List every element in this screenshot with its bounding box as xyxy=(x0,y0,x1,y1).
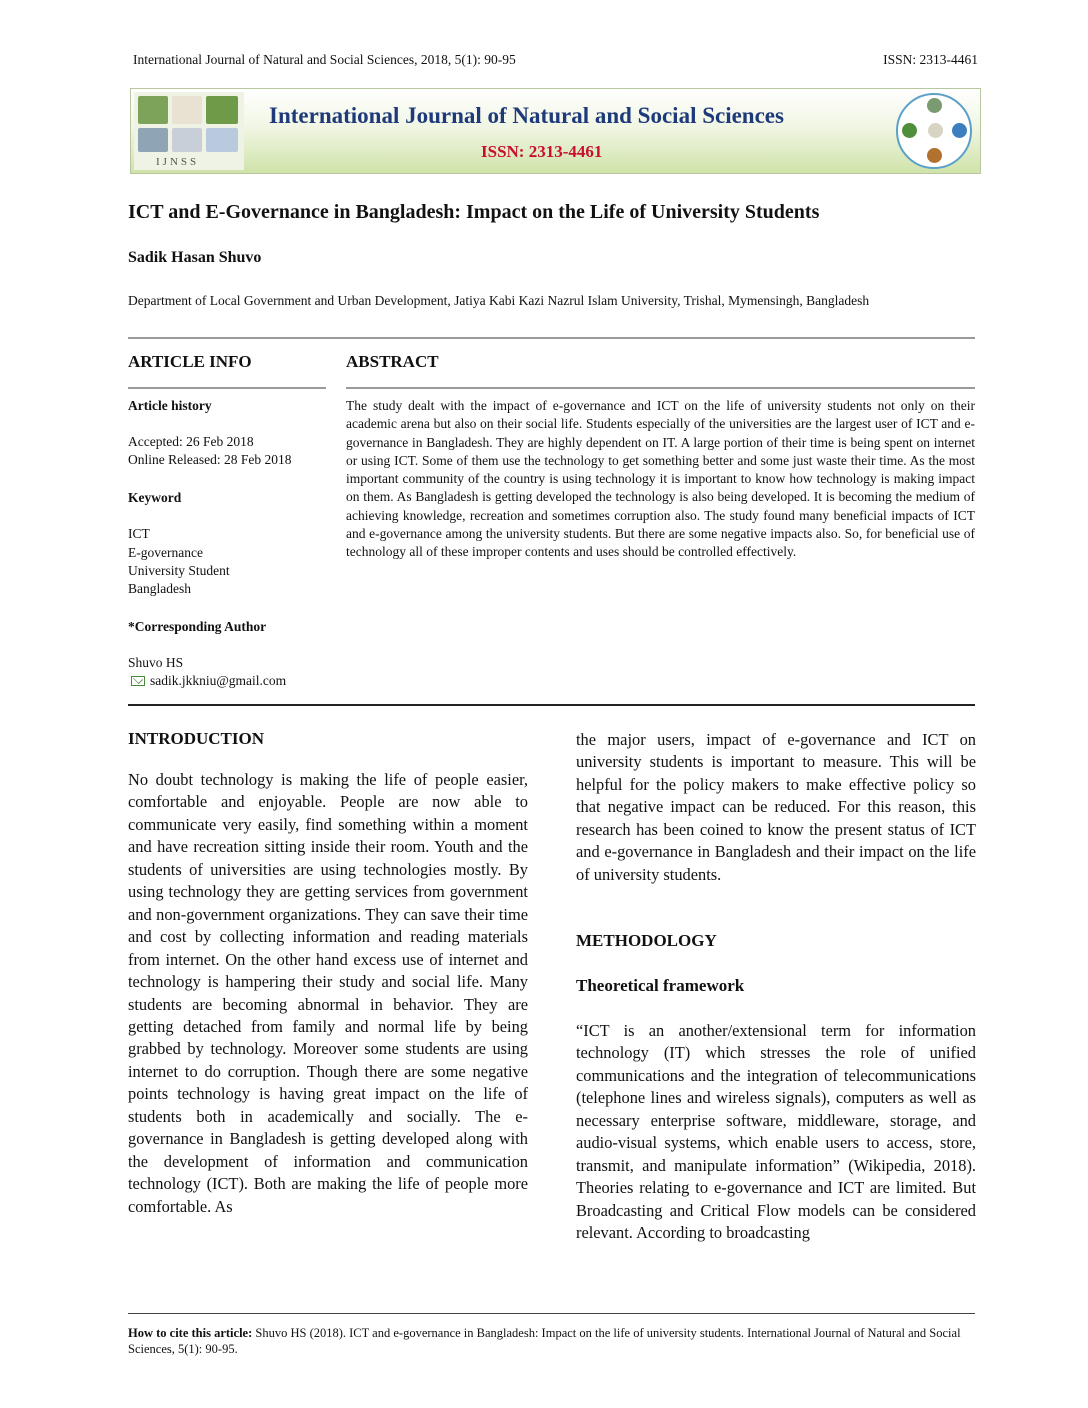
keyword-item: University Student xyxy=(128,563,230,578)
journal-logo-text: IJNSS xyxy=(156,156,200,168)
corresponding-author-label: *Corresponding Author xyxy=(128,619,267,634)
citation-label: How to cite this article: xyxy=(128,1326,253,1340)
article-info-heading: ARTICLE INFO xyxy=(128,352,252,371)
article-history-label: Article history xyxy=(128,398,212,413)
keyword-item: Bangladesh xyxy=(128,581,191,596)
introduction-heading: INTRODUCTION xyxy=(128,729,265,748)
divider xyxy=(128,387,326,389)
methodology-heading: METHODOLOGY xyxy=(576,931,717,950)
corresponding-author-name: Shuvo HS xyxy=(128,655,184,670)
theoretical-framework-heading: Theoretical framework xyxy=(576,976,745,995)
abstract-heading: ABSTRACT xyxy=(346,352,439,371)
introduction-continued xyxy=(576,729,976,886)
author-affiliation: Department of Local Government and Urban Development, Jatiya Kabi Kazi Nazrul Islam University, Trishal, Mymensingh, Bangladesh xyxy=(128,293,870,308)
divider xyxy=(128,337,975,339)
divider xyxy=(128,704,975,706)
introduction-paragraph-continued: the major users, impact of e-governance and ICT on university students is important to measure. This will be helpful for the policy makers to make effective policy so that negative impact can be reduced. For this reason, this research has been coined to know the present status of ICT and e-governance in Bangladesh and their impact on the life of university students. xyxy=(576,730,976,884)
running-head-right: ISSN: 2313-4461 xyxy=(883,52,978,67)
divider xyxy=(346,387,975,389)
keyword-label: Keyword xyxy=(128,490,182,505)
introduction-paragraph: No doubt technology is making the life of people easier, comfortable and enjoyable. People are now able to communicate very easily, find something within a moment and have recreation sitting inside their room. Youth and the students of universities are using technologies mostly. By using technology they are getting services from government and non-government organizations. They can save their time and cost by collecting information and reading materials from internet. On the other hand excess use of internet and technology is hampering their study and social life. Many students are becoming abnormal in behavior. They are getting detached from family and normal life by being grabbed by technology. Moreover some students are using internet to do corruption. Though there are some negative points technology is having great impact on the life of students both in academically and socially. The e-governance in Bangladesh is getting developed along with the development of information and communication technology (ICT). Both are making the life of people more comfortable. As xyxy=(128,770,528,1216)
citation-block xyxy=(128,1325,978,1357)
running-head-left: International Journal of Natural and Social Sciences, 2018, 5(1): 90-95 xyxy=(133,52,516,67)
released-date: Online Released: 28 Feb 2018 xyxy=(128,452,292,467)
theoretical-framework-text xyxy=(576,1020,976,1245)
author-name: Sadik Hasan Shuvo xyxy=(128,249,262,266)
paper-title: ICT and E-Governance in Bangladesh: Impact on the Life of University Students xyxy=(128,201,820,223)
accepted-date: Accepted: 26 Feb 2018 xyxy=(128,434,254,449)
framework-paragraph: “ICT is an another/extensional term for information technology (IT) which stresses the role of unified communications and the integration of telecommunications (telephone lines and wireless signals), computers as well as necessary enterprise software, middleware, storage, and audio-visual systems, which enable users to access, store, transmit, and manipulate information” (Wikipedia, 2018). Theories relating to e-governance and ICT are limited. But Broadcasting and Critical Flow models can be considered relevant. According to broadcasting xyxy=(576,1021,976,1243)
keyword-item: E-governance xyxy=(128,545,203,560)
abstract-text: The study dealt with the impact of e-governance and ICT on the life of university students not only on their academic arena but also on their social life. Students especially of the universities are the largest user of ICT and e-governance in Bangladesh. They are highly dependent on IT. A large portion of their time is being spent on internet or using ICT. Some of them use the technology to get something better and some just waste their time. As the most important community of the country is using technology it is important to know how technology is making impact on them. As Bangladesh is getting developed the technology is also being developed. It is becoming the medium of achieving knowledge, recreation and sometimes corruption also. The study found many beneficial impacts of ICT and e-governance among the university students. But there are some negative impacts also. So, for beneficial use of technology all of these improper contents and uses should be controlled effectively. xyxy=(346,398,975,560)
introduction-text xyxy=(128,769,528,1218)
email-address[interactable]: sadik.jkkniu@gmail.com xyxy=(150,673,287,688)
divider xyxy=(128,1313,975,1314)
citation-text: Shuvo HS (2018). ICT and e-governance in Bangladesh: Impact on the life of university students. International Journal of Natural and Social Sciences, 5(1): 90-95. xyxy=(128,1326,961,1356)
journal-banner-issn: ISSN: 2313-4461 xyxy=(481,142,603,161)
journal-banner-title: International Journal of Natural and Social Sciences xyxy=(269,103,784,128)
keyword-item: ICT xyxy=(128,526,150,541)
envelope-icon xyxy=(131,676,145,686)
journal-logo-collage xyxy=(134,92,244,170)
journal-emblem xyxy=(896,93,972,169)
corresponding-email[interactable] xyxy=(131,672,286,691)
journal-banner xyxy=(130,88,981,174)
